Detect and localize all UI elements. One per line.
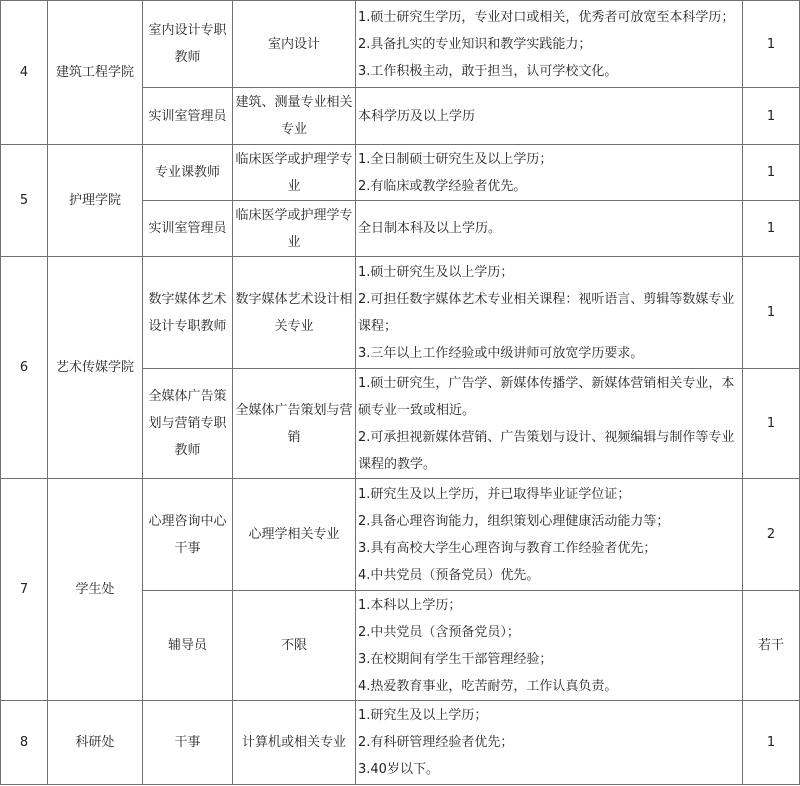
position-title: 实训室管理员 xyxy=(143,201,233,257)
requirements-cell xyxy=(356,369,743,479)
major-requirement: 建筑、测量专业相关专业 xyxy=(233,88,356,145)
requirement-item: 3.在校期间有学生干部管理经验； xyxy=(358,651,553,667)
group-number: 7 xyxy=(1,479,48,701)
department-name: 艺术传媒学院 xyxy=(48,257,143,479)
department-name: 护理学院 xyxy=(48,145,143,257)
requirement-item: 3.工作积极主动，敢于担当，认可学校文化。 xyxy=(358,63,618,79)
headcount: 1 xyxy=(743,88,800,145)
requirements-cell xyxy=(356,145,743,201)
requirement-item: 3.具有高校大学生心理咨询与教育工作经验者优先； xyxy=(358,540,657,556)
requirement-item: 1.硕士研究生，广告学、新媒体传播学、新媒体营销相关专业，本硕专业一致或相近。 xyxy=(358,375,735,418)
table-row xyxy=(1,479,800,591)
group-number: 4 xyxy=(1,1,48,145)
requirement-item: 2.中共党员（含预备党员）； xyxy=(358,624,520,640)
requirement-item: 本科学历及以上学历 xyxy=(358,108,476,124)
requirement-item: 2.有临床或教学经验者优先。 xyxy=(358,178,527,194)
requirement-item: 4.热爱教育事业，吃苦耐劳，工作认真负责。 xyxy=(358,678,618,694)
table-row xyxy=(1,145,800,201)
major-requirement: 全媒体广告策划与营销 xyxy=(233,369,356,479)
requirements-cell xyxy=(356,88,743,145)
headcount: 1 xyxy=(743,257,800,369)
group-number: 6 xyxy=(1,257,48,479)
requirement-item: 1.研究生及以上学历； xyxy=(358,708,488,723)
headcount: 1 xyxy=(743,145,800,201)
major-requirement: 临床医学或护理学专业 xyxy=(233,201,356,257)
requirement-item: 2.具备扎实的专业知识和教学实践能力； xyxy=(358,36,592,52)
requirements-cell xyxy=(356,257,743,369)
position-title: 数字媒体艺术设计专职教师 xyxy=(143,257,233,369)
headcount: 1 xyxy=(743,369,800,479)
requirement-item: 2.具备心理咨询能力，组织策划心理健康活动能力等； xyxy=(358,513,670,529)
headcount: 1 xyxy=(743,201,800,257)
requirement-item: 2.可承担视新媒体营销、广告策划与设计、视频编辑与制作等专业课程的教学。 xyxy=(358,429,735,472)
major-requirement: 计算机或相关专业 xyxy=(233,701,356,785)
group-number: 8 xyxy=(1,701,48,785)
requirement-item: 全日制本科及以上学历。 xyxy=(358,221,502,236)
position-title: 实训室管理员 xyxy=(143,88,233,145)
requirement-item: 1.研究生及以上学历，并已取得毕业证学位证； xyxy=(358,486,631,502)
table-row xyxy=(1,1,800,88)
requirements-cell xyxy=(356,201,743,257)
requirements-cell xyxy=(356,591,743,701)
headcount: 若干 xyxy=(743,591,800,701)
position-title: 专业课教师 xyxy=(143,145,233,201)
requirement-item: 2.有科研管理经验者优先； xyxy=(358,735,514,750)
requirements-cell xyxy=(356,479,743,591)
major-requirement: 室内设计 xyxy=(233,1,356,88)
headcount: 2 xyxy=(743,479,800,591)
major-requirement: 临床医学或护理学专业 xyxy=(233,145,356,201)
requirement-item: 1.全日制硕士研究生及以上学历； xyxy=(358,151,553,167)
requirement-item: 1.本科以上学历； xyxy=(358,597,462,613)
requirement-item: 4.中共党员（预备党员）优先。 xyxy=(358,567,540,583)
requirement-item: 2.可担任数字媒体艺术专业相关课程：视听语言、剪辑等数媒专业课程； xyxy=(358,291,735,334)
requirement-item: 1.硕士研究生及以上学历； xyxy=(358,264,514,280)
requirements-cell xyxy=(356,701,743,785)
group-number: 5 xyxy=(1,145,48,257)
headcount: 1 xyxy=(743,701,800,785)
department-name: 建筑工程学院 xyxy=(48,1,143,145)
major-requirement: 不限 xyxy=(233,591,356,701)
requirement-item: 3.三年以上工作经验或中级讲师可放宽学历要求。 xyxy=(358,345,644,361)
position-title: 室内设计专职教师 xyxy=(143,1,233,88)
position-title: 干事 xyxy=(143,701,233,785)
requirements-cell xyxy=(356,1,743,88)
position-title: 心理咨询中心干事 xyxy=(143,479,233,591)
position-title: 辅导员 xyxy=(143,591,233,701)
requirement-item: 1.硕士研究生学历，专业对口或相关，优秀者可放宽至本科学历； xyxy=(358,9,735,25)
major-requirement: 心理学相关专业 xyxy=(233,479,356,591)
requirement-item: 3.40岁以下。 xyxy=(358,762,439,777)
major-requirement: 数字媒体艺术设计相关专业 xyxy=(233,257,356,369)
position-title: 全媒体广告策划与营销专职教师 xyxy=(143,369,233,479)
department-name: 科研处 xyxy=(48,701,143,785)
headcount: 1 xyxy=(743,1,800,88)
table-row xyxy=(1,701,800,785)
department-name: 学生处 xyxy=(48,479,143,701)
table-row xyxy=(1,257,800,369)
